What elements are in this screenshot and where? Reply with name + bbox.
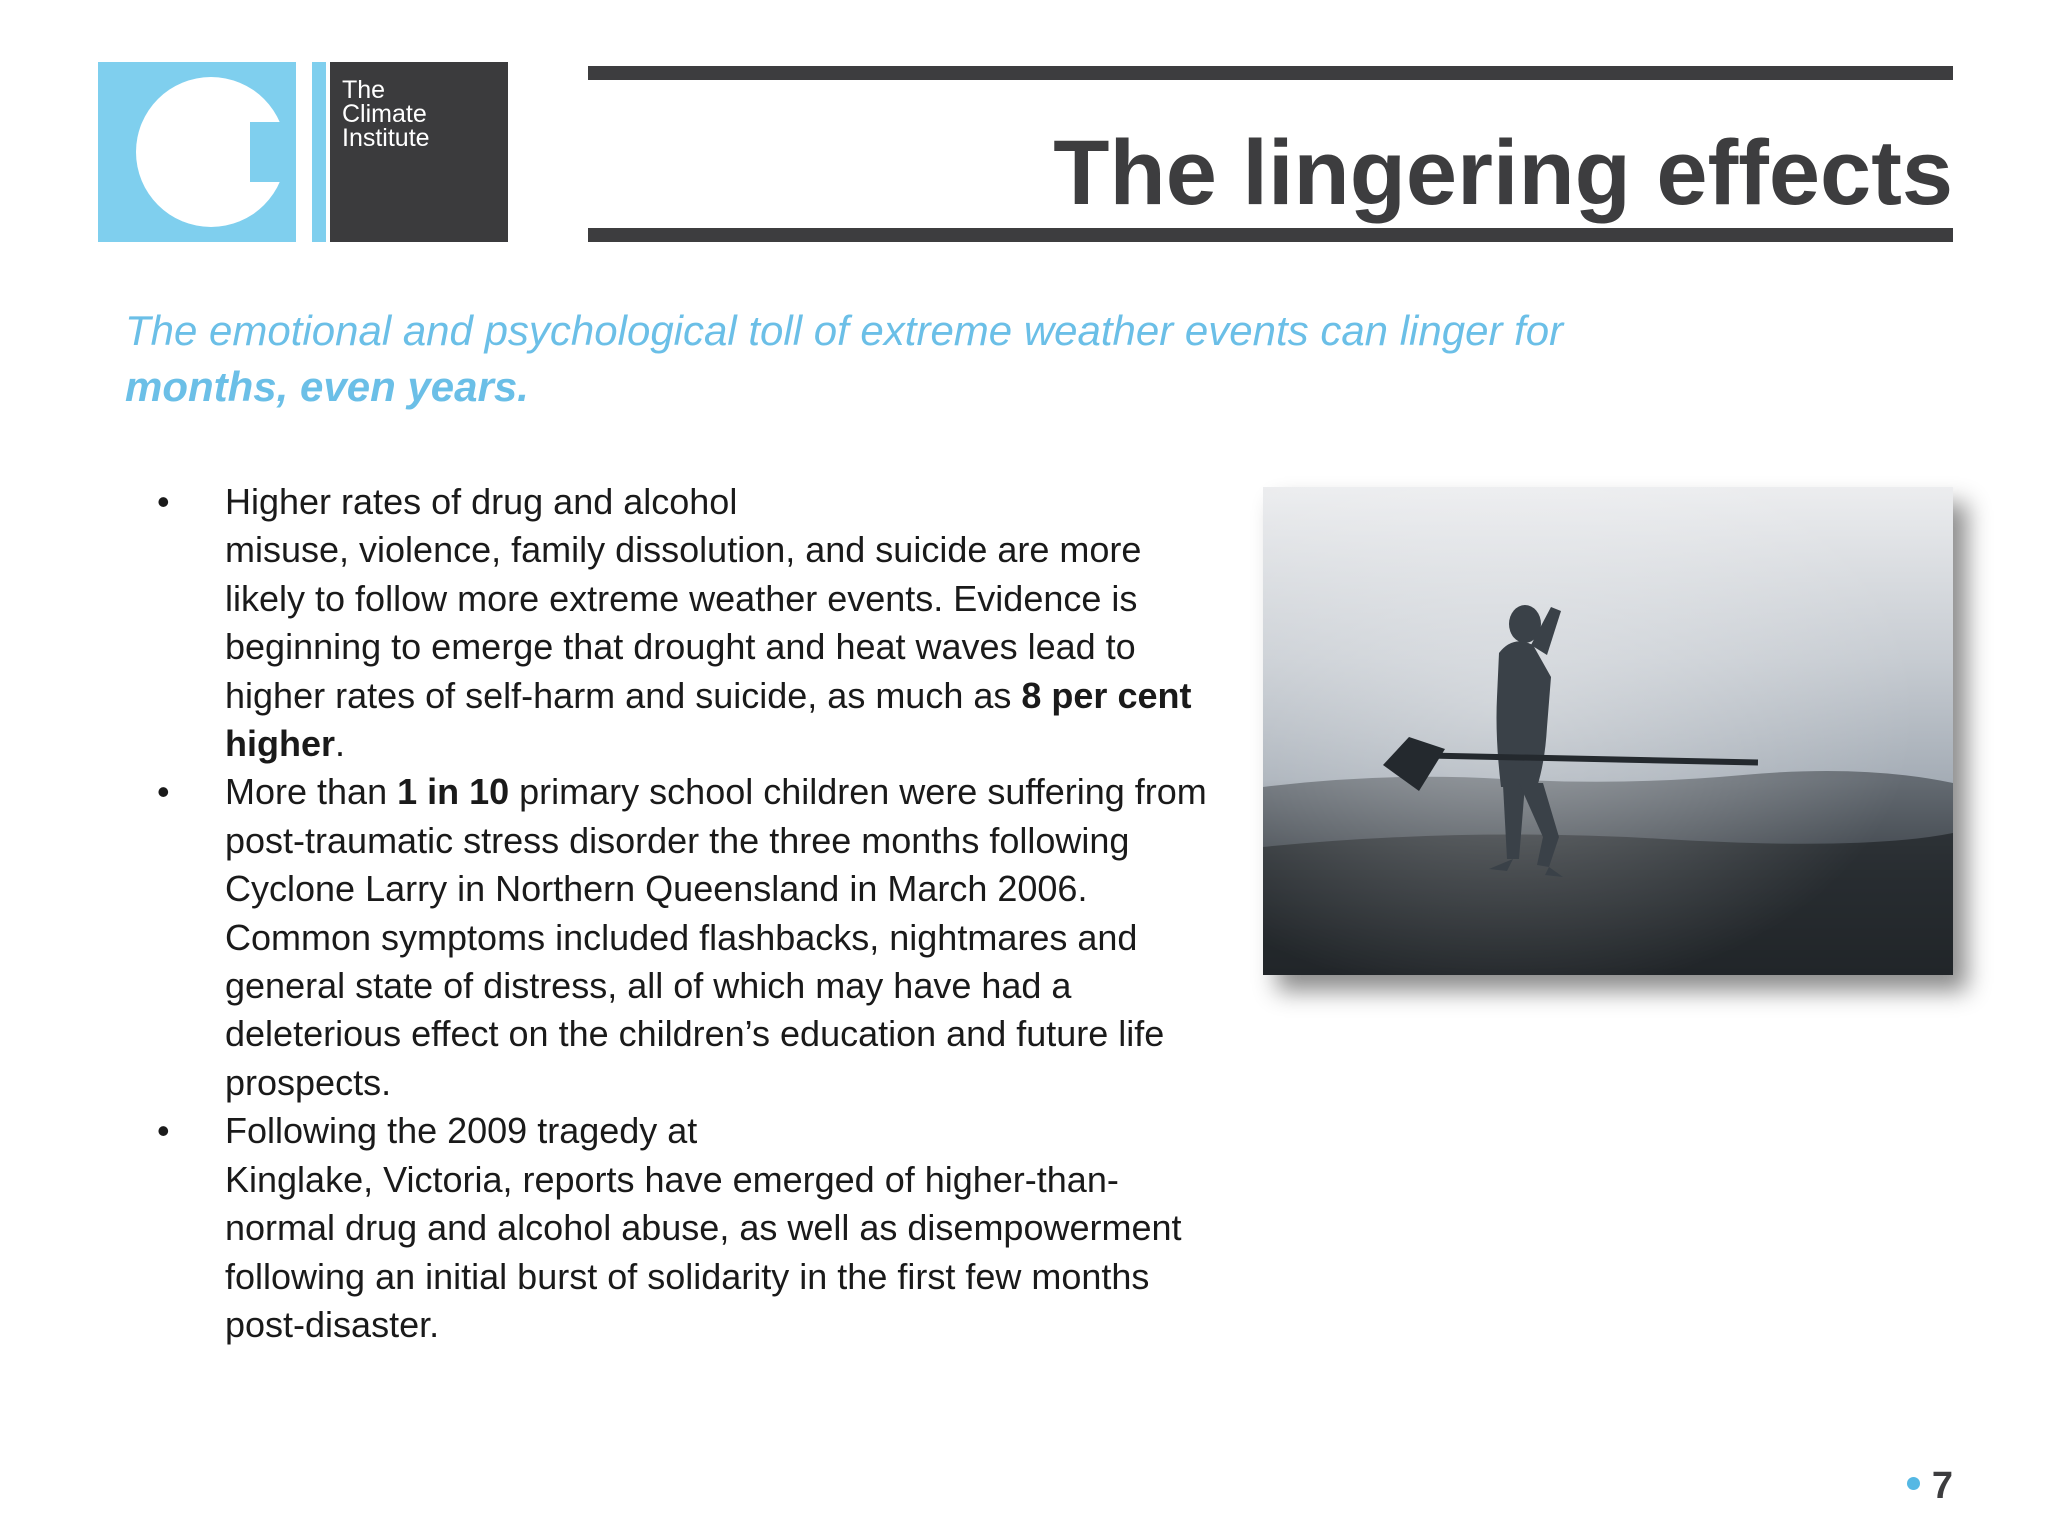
- smoke-field-photo: [1263, 487, 1953, 975]
- bullet-dot: •: [157, 481, 170, 522]
- bullet-item: [140, 478, 1225, 768]
- bullet-text: primary school children were suffering from post-traumatic stress disorder the three months following Cyclone Larry in Northern Queensland in March 2006. Common symptoms included flashbacks, nightmares and general state of distress, all of which may have had a deleterious effect on the children’s education and future life prospects.: [225, 771, 1207, 1103]
- slide-subtitle: [125, 303, 1775, 415]
- page-number-dot: [1907, 1477, 1920, 1490]
- logo-text-line1: The: [342, 76, 386, 104]
- bullet-item: [140, 768, 1225, 1107]
- bullet-text: misuse, violence, family dissolution, and suicide are more likely to follow more extreme weather events. Evidence is beginning to emerge that drought and heat waves lead to higher rates of self-harm and suicide, as much as: [225, 529, 1142, 716]
- bullet-pre: More than: [225, 771, 398, 813]
- bullet-tail: .: [335, 723, 346, 765]
- header-rule-top: [588, 66, 1953, 80]
- logo-text-line3: Institute: [342, 124, 430, 152]
- subtitle-emphasis: months, even years.: [125, 363, 529, 410]
- logo-wordmark: [330, 62, 508, 242]
- bullet-lead: Following the 2009 tragedy at: [225, 1110, 698, 1152]
- page-number: [1907, 1465, 1953, 1508]
- bullet-text: Kinglake, Victoria, reports have emerged of higher-than-normal drug and alcohol abuse, as well as disempowerment following an initial burst of solidarity in the first few months post-disaster.: [225, 1158, 1182, 1345]
- climate-institute-logo: [98, 62, 508, 242]
- slide-title: The lingering effects: [1053, 122, 1953, 224]
- bullet-bold: 8 per cent higher: [225, 674, 1192, 765]
- bullet-dot: •: [157, 1110, 170, 1152]
- photo-illustration: [1263, 487, 1953, 975]
- logo-text-line2: Climate: [342, 100, 427, 128]
- bullet-list: [140, 478, 1225, 1349]
- page-number-text: 7: [1931, 1465, 1953, 1507]
- bullet-item: [140, 1107, 1225, 1349]
- bullet-dot: •: [157, 771, 170, 813]
- header-rule-bottom: [588, 228, 1953, 242]
- logo-ci-mark: [98, 62, 326, 242]
- bullet-bold: 1 in 10: [397, 771, 510, 813]
- subtitle-text: The emotional and psychological toll of extreme weather events can linger for: [125, 307, 1564, 354]
- bullet-lead: Higher rates of drug and alcohol: [225, 481, 738, 522]
